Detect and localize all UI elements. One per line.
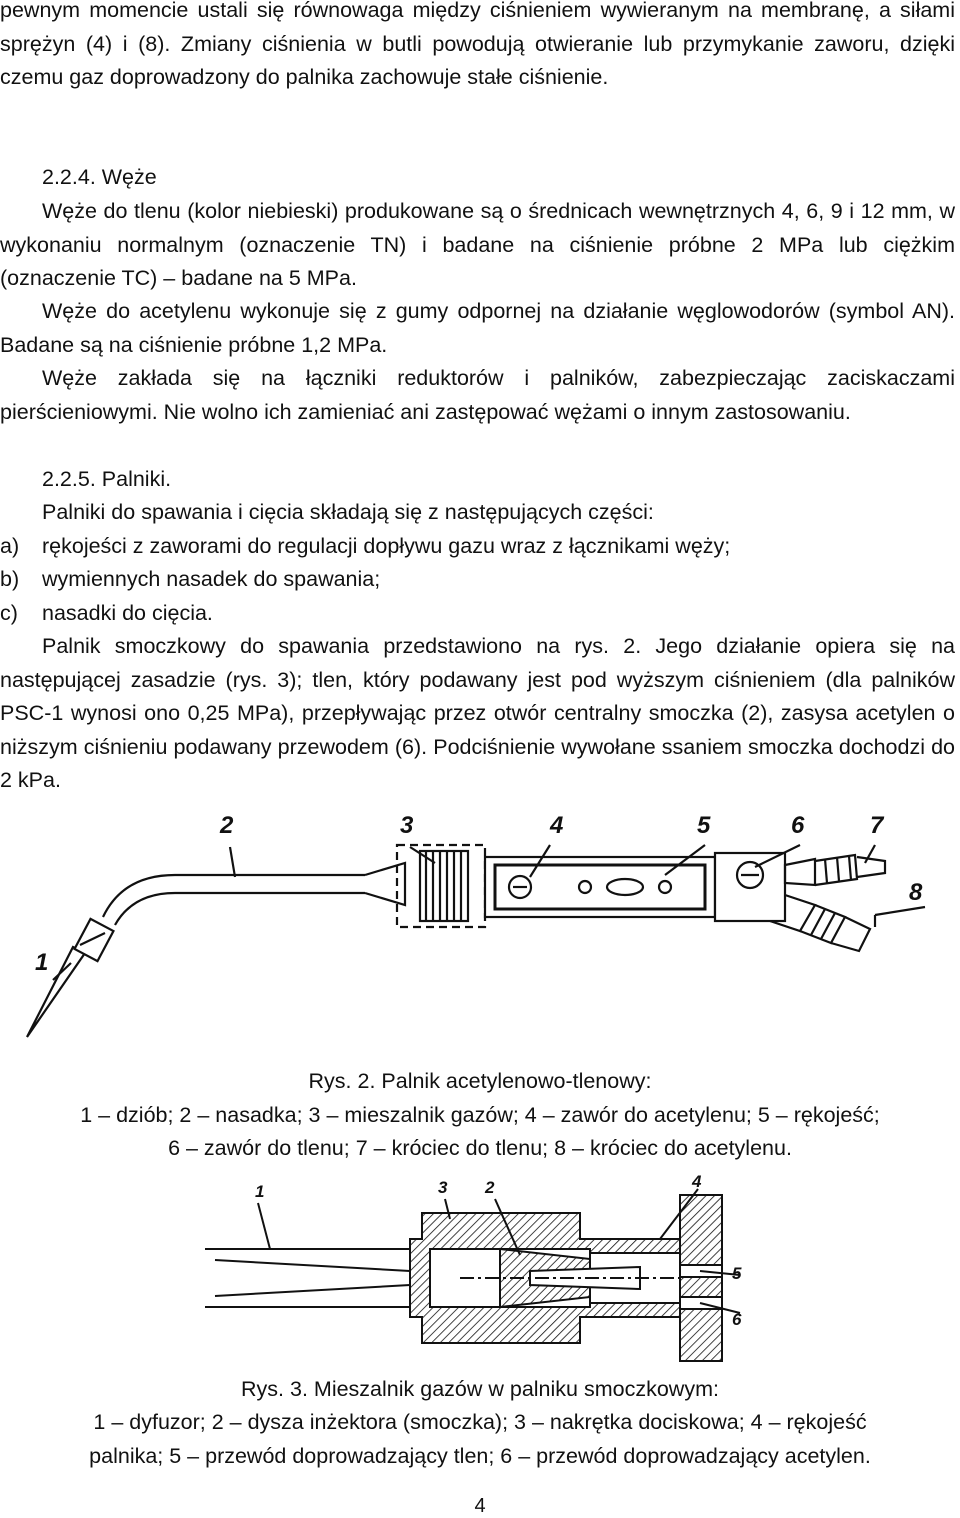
- list-item-label: c): [0, 601, 18, 625]
- figure-3-label: 1: [255, 1182, 265, 1201]
- figure-3-label: 4: [692, 1175, 702, 1191]
- figure-torch-drawing: [25, 805, 945, 1065]
- figure-mixer-section: [200, 1175, 760, 1370]
- figure-2-label: 1: [35, 949, 49, 976]
- figure-3-label: 5: [732, 1264, 742, 1283]
- figure-3-caption-line: 1 – dyfuzor; 2 – dysza inżektora (smoczka); 3 – nakrętka dociskowa; 4 – rękojeść: [93, 1410, 867, 1434]
- list-item-text: nasadki do cięcia.: [42, 601, 213, 625]
- page-number: 4: [474, 1495, 486, 1517]
- paragraph-injector-torch: Palnik smoczkowy do spawania przedstawiono na rys. 2. Jego działanie opiera się na następującej zasadzie (rys. 3); tlen, który podawany jest pod wyższym ciśnieniem (dla palników PSC-1 wynosi ono 0,25 MPa), przepływając przez otwór centralny smoczka (2), zasysa acetylen o niższym ciśnieniu podawany przewodem (6). Podciśnienie wywołane ssaniem smoczka dochodzi do 2 kPa.: [0, 634, 955, 793]
- figure-2-label: 5: [697, 812, 711, 839]
- figure-3-label: 3: [438, 1178, 448, 1197]
- figure-3-caption-line: palnika; 5 – przewód doprowadzający tlen; 6 – przewód doprowadzający acetylen.: [89, 1444, 871, 1468]
- paragraph-torch-parts: Palniki do spawania i cięcia składają się z następujących części:: [42, 500, 654, 524]
- list-item-label: b): [0, 567, 20, 591]
- figure-2-label: 2: [220, 812, 234, 839]
- list-item: [0, 530, 730, 564]
- figure-3-label: 6: [732, 1310, 742, 1329]
- list-item-text: rękojeści z zaworami do regulacji dopływu gazu wraz z łącznikami węży;: [42, 534, 731, 558]
- list-item: [0, 563, 380, 597]
- figure-2-caption-title: Rys. 2. Palnik acetylenowo-tlenowy:: [308, 1069, 652, 1093]
- paragraph-acetylene-hoses: Węże do acetylenu wykonuje się z gumy odpornej na działanie węglowodorów (symbol AN). Badane są na ciśnienie próbne 1,2 MPa.: [0, 299, 955, 357]
- list-item-text: wymiennych nasadek do spawania;: [42, 567, 381, 591]
- figure-3-label: 2: [485, 1178, 495, 1197]
- figure-2-label: 4: [550, 812, 564, 839]
- list-item-label: a): [0, 534, 20, 558]
- figure-2-label: 8: [909, 879, 923, 906]
- paragraph-oxygen-hoses: Węże do tlenu (kolor niebieski) produkowane są o średnicach wewnętrznych 4, 6, 9 i 12 mm, w wykonaniu normalnym (oznaczenie TN) i badane na ciśnienie próbne 2 MPa lub ciężkim (oznaczenie TC) – badane na 5 MPa.: [0, 199, 955, 291]
- figure-2-label: 6: [791, 812, 805, 839]
- paragraph-regulator: pewnym momencie ustali się równowaga między ciśnieniem wywieranym na membranę, a siłami sprężyn (4) i (8). Zmiany ciśnienia w butli powodują otwieranie lub przymykanie zaworu, dzięki czemu gaz doprowadzony do palnika zachowuje stałe ciśnienie.: [0, 0, 955, 90]
- section-heading-weze: 2.2.4. Węże: [42, 165, 157, 189]
- list-item: [0, 597, 213, 631]
- paragraph-hose-mounting: Węże zakłada się na łączniki reduktorów i palników, zabezpieczając zaciskaczami pierścieniowymi. Nie wolno ich zamieniać ani zastępować wężami o innym zastosowaniu.: [0, 366, 955, 424]
- figure-3-caption-title: Rys. 3. Mieszalnik gazów w palniku smoczkowym:: [241, 1377, 719, 1401]
- figure-2-label: 7: [870, 812, 884, 839]
- section-heading-palniki: 2.2.5. Palniki.: [42, 467, 172, 491]
- figure-2-caption-line: 6 – zawór do tlenu; 7 – króciec do tlenu; 8 – króciec do acetylenu.: [168, 1136, 792, 1160]
- figure-2-label: 3: [400, 812, 414, 839]
- figure-2-caption-line: 1 – dziób; 2 – nasadka; 3 – mieszalnik gazów; 4 – zawór do acetylenu; 5 – rękojeść;: [80, 1103, 880, 1127]
